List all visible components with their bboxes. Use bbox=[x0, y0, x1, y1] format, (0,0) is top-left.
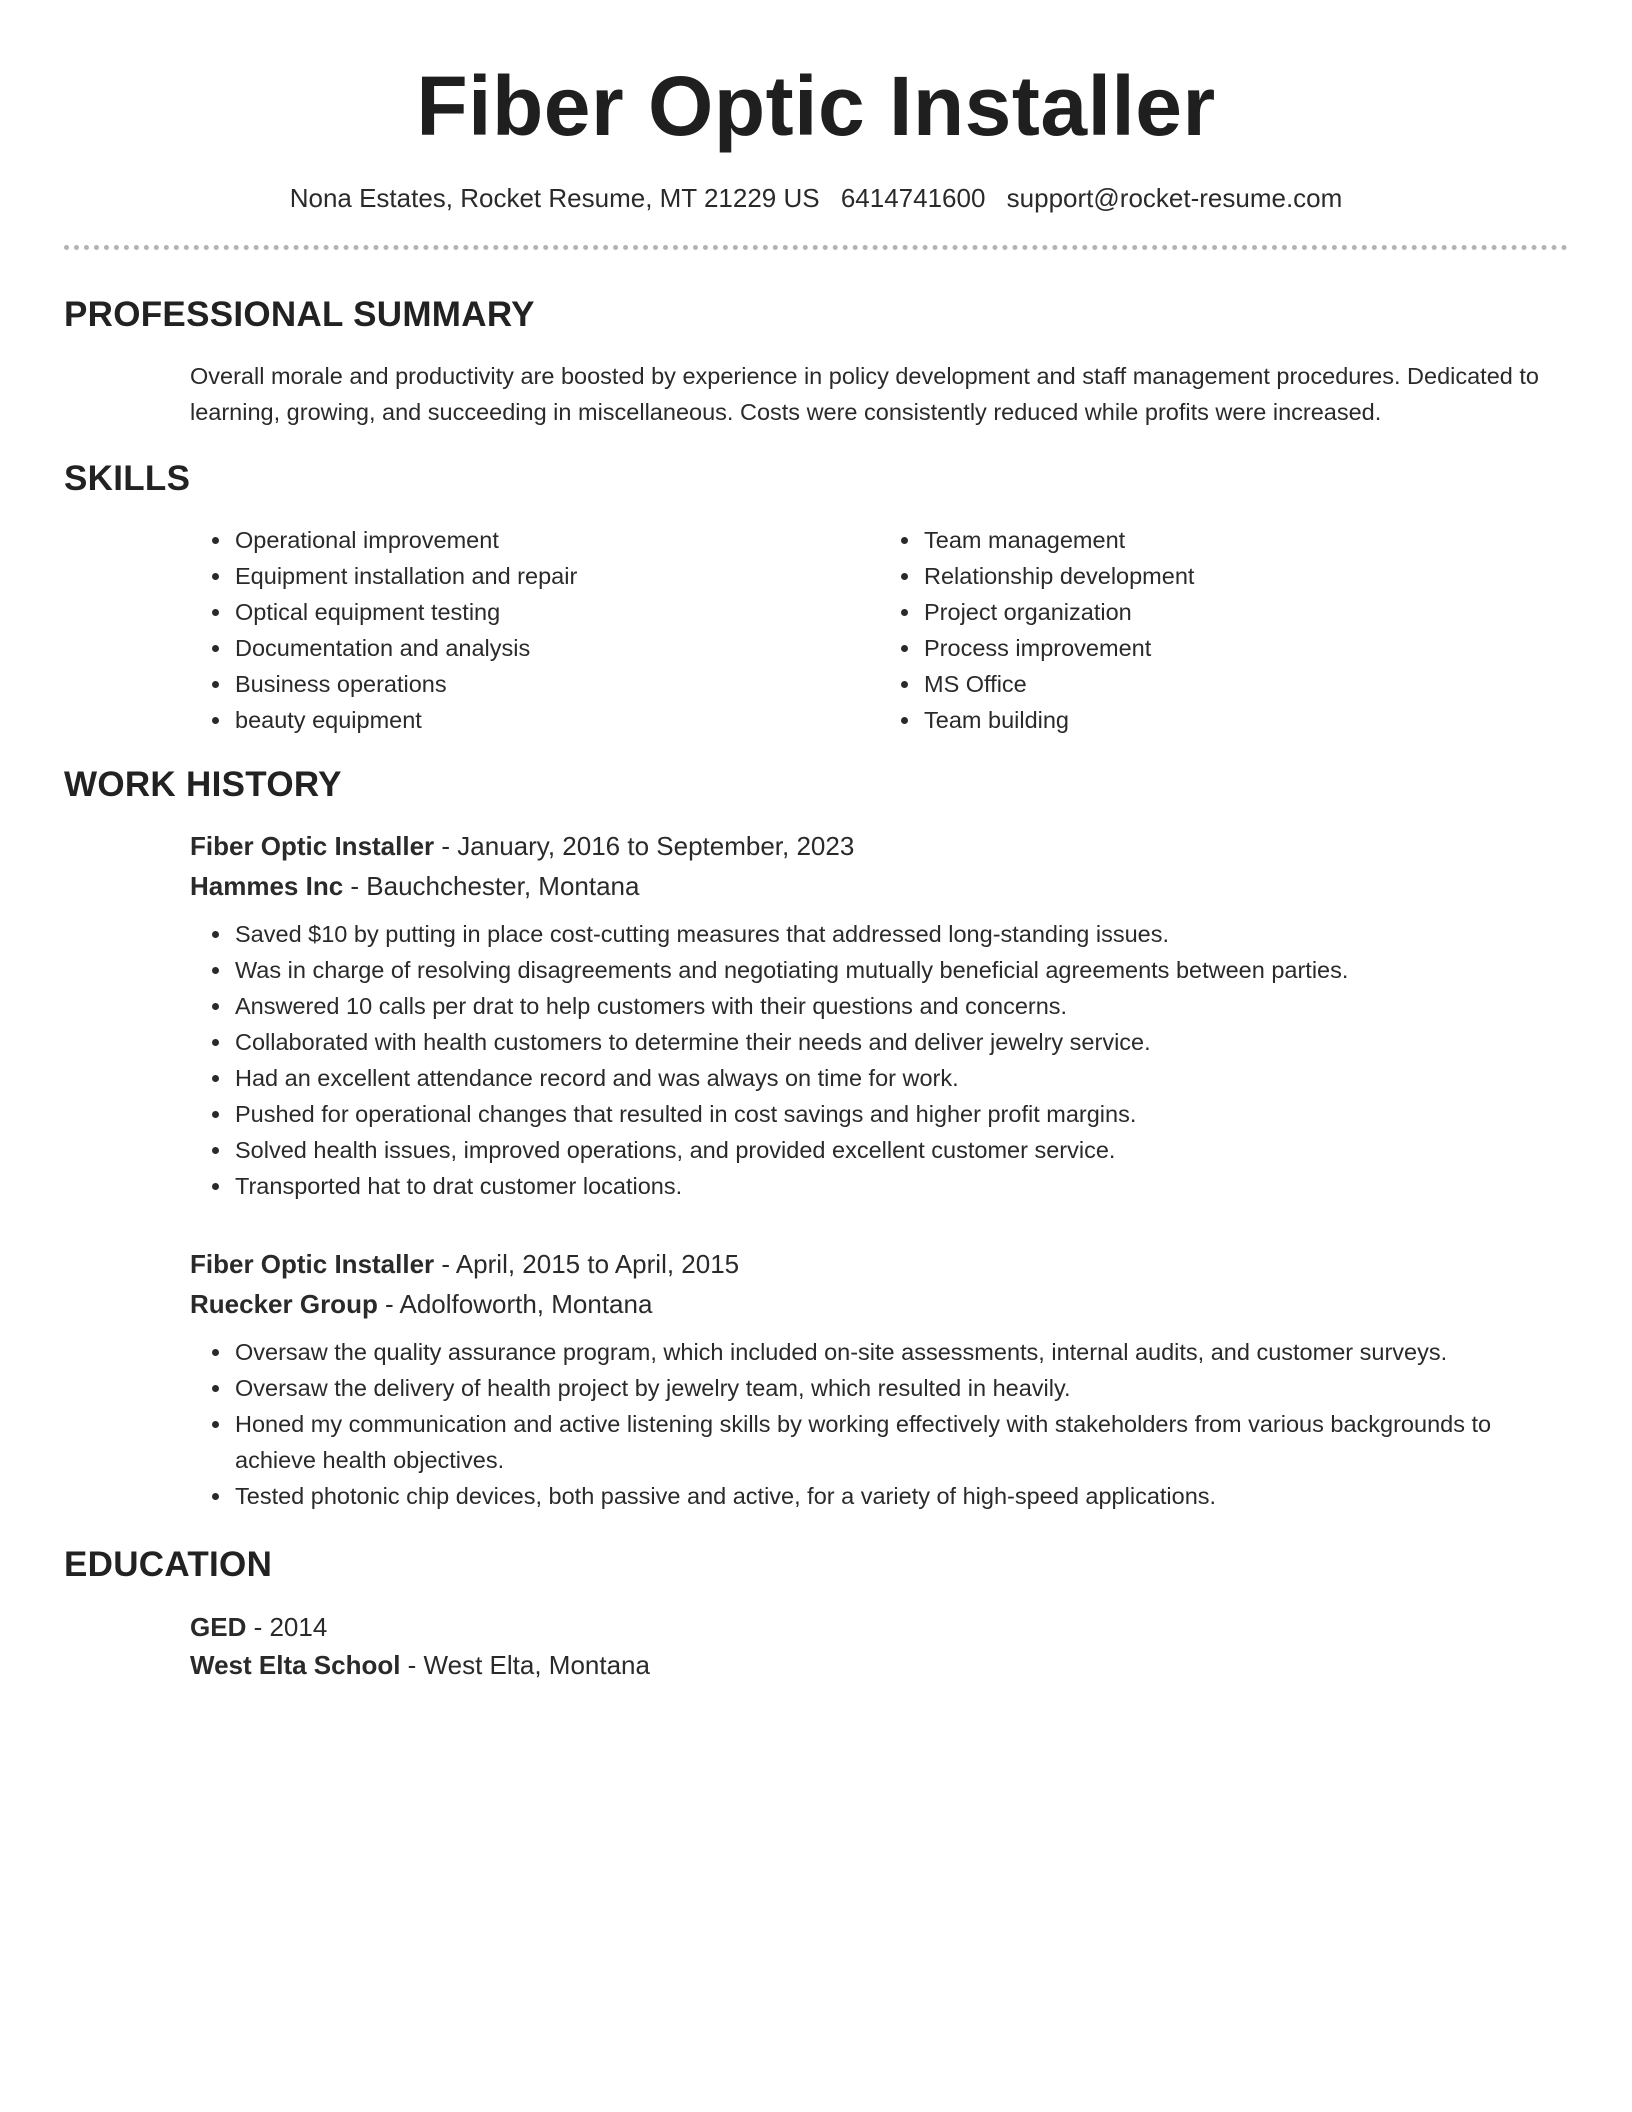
education-degree-line bbox=[190, 1608, 1568, 1646]
education-year: - 2014 bbox=[246, 1612, 328, 1642]
header-divider bbox=[64, 245, 1568, 250]
job-duty: • Tested photonic chip devices, both passive and active, for a variety of high-speed applications. bbox=[233, 1478, 1568, 1514]
education-entry bbox=[190, 1608, 1568, 1684]
skill-item: • Equipment installation and repair bbox=[233, 558, 879, 594]
skill-item: • Team building bbox=[922, 702, 1568, 738]
job-role: Fiber Optic Installer bbox=[190, 831, 435, 861]
skill-item: • Documentation and analysis bbox=[233, 630, 879, 666]
job-duty: • Had an excellent attendance record and was always on time for work. bbox=[233, 1060, 1568, 1096]
skill-item: • Project organization bbox=[922, 594, 1568, 630]
job-duty: • Was in charge of resolving disagreements and negotiating mutually beneficial agreements between parties. bbox=[233, 952, 1568, 988]
job-duties-list bbox=[190, 916, 1568, 1204]
job-company-line bbox=[190, 866, 1568, 906]
job-entry bbox=[190, 826, 1568, 1204]
resume-page bbox=[64, 0, 1568, 1684]
contact-email: support@rocket-resume.com bbox=[1006, 183, 1343, 213]
skill-item: • Team management bbox=[922, 522, 1568, 558]
skills-list bbox=[190, 522, 1568, 738]
job-duties-list bbox=[190, 1334, 1568, 1514]
education-school-line bbox=[190, 1646, 1568, 1684]
work-history-heading: WORK HISTORY bbox=[64, 765, 342, 804]
job-duty: • Oversaw the delivery of health project by jewelry team, which resulted in heavily. bbox=[233, 1370, 1568, 1406]
job-duty: • Pushed for operational changes that resulted in cost savings and higher profit margins. bbox=[233, 1096, 1568, 1132]
contact-line bbox=[64, 181, 1568, 215]
skills-heading: SKILLS bbox=[64, 459, 191, 498]
job-duty: • Answered 10 calls per drat to help customers with their questions and concerns. bbox=[233, 988, 1568, 1024]
job-duty: • Saved $10 by putting in place cost-cutting measures that addressed long-standing issues. bbox=[233, 916, 1568, 952]
job-duty: • Transported hat to drat customer locations. bbox=[233, 1168, 1568, 1204]
job-duty: • Honed my communication and active listening skills by working effectively with stakeholders from various backgrounds to achieve health objectives. bbox=[233, 1406, 1568, 1478]
contact-address: Nona Estates, Rocket Resume, MT 21229 US bbox=[289, 183, 820, 213]
skill-item: • Process improvement bbox=[922, 630, 1568, 666]
job-dates: - April, 2015 to April, 2015 bbox=[434, 1249, 740, 1279]
job-title-line bbox=[190, 826, 1568, 866]
summary-text: Overall morale and productivity are boosted by experience in policy development and staff management procedures. Dedicated to learning, growing, and succeeding in miscellaneous. Costs were consistently reduced while profits were increased. bbox=[190, 363, 1539, 425]
job-title-line bbox=[190, 1244, 1568, 1284]
job-company: Ruecker Group bbox=[190, 1289, 378, 1319]
skills-column-left bbox=[190, 522, 879, 738]
job-role: Fiber Optic Installer bbox=[190, 1249, 435, 1279]
education-location: - West Elta, Montana bbox=[400, 1650, 650, 1680]
education-school: West Elta School bbox=[190, 1650, 401, 1680]
job-location: - Adolfoworth, Montana bbox=[377, 1289, 653, 1319]
job-duty: • Solved health issues, improved operations, and provided excellent customer service. bbox=[233, 1132, 1568, 1168]
job-duty: • Collaborated with health customers to determine their needs and deliver jewelry service. bbox=[233, 1024, 1568, 1060]
job-entry bbox=[190, 1244, 1568, 1514]
skill-item: • Relationship development bbox=[922, 558, 1568, 594]
skill-item: • MS Office bbox=[922, 666, 1568, 702]
skill-item: • Business operations bbox=[233, 666, 879, 702]
job-duty: • Oversaw the quality assurance program, which included on-site assessments, internal audits, and customer surveys. bbox=[233, 1334, 1568, 1370]
skill-item: • Optical equipment testing bbox=[233, 594, 879, 630]
summary-heading: PROFESSIONAL SUMMARY bbox=[64, 295, 535, 334]
job-dates: - January, 2016 to September, 2023 bbox=[434, 831, 855, 861]
education-degree: GED bbox=[190, 1612, 247, 1642]
job-company-line bbox=[190, 1284, 1568, 1324]
contact-phone: 6414741600 bbox=[840, 183, 986, 213]
candidate-name: Fiber Optic Installer bbox=[416, 59, 1216, 153]
education-heading: EDUCATION bbox=[64, 1545, 273, 1584]
skills-column-right bbox=[879, 522, 1568, 738]
job-company: Hammes Inc bbox=[190, 871, 344, 901]
skill-item: • beauty equipment bbox=[233, 702, 879, 738]
job-location: - Bauchchester, Montana bbox=[343, 871, 640, 901]
skill-item: • Operational improvement bbox=[233, 522, 879, 558]
